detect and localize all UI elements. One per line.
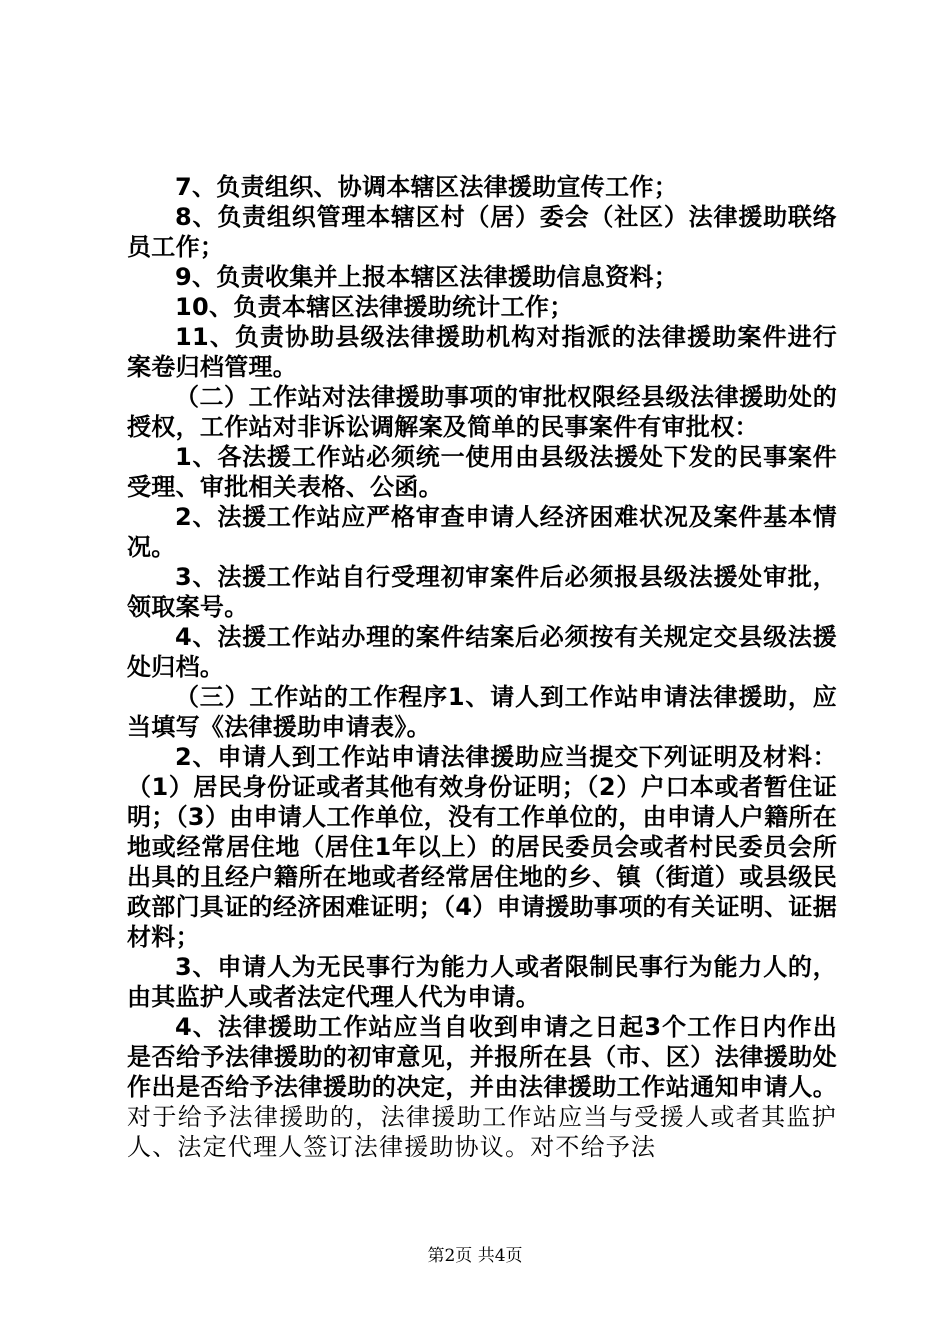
paragraph-approval-3: 3、法援工作站自行受理初审案件后必须报县级法援处审批，领取案号。 (127, 563, 837, 621)
document-body (127, 172, 837, 1162)
paragraph-procedure-3: 3、申请人为无民事行为能力人或者限制民事行为能力人的，由其监护人或者法定代理人代为申请。 (127, 953, 837, 1011)
page-number-footer: 第2页 共4页 (427, 1246, 523, 1266)
paragraph-item-11: 11、负责协助县级法律援助机构对指派的法律援助案件进行案卷归档管理。 (127, 323, 837, 381)
paragraph-procedure-4-bold: 4、法律援助工作站应当自收到申请之日起3个工作日内作出是否给予法律援助的初审意见，并报所在县（市、区）法律援助处作出是否给予法律援助的决定，并由法律援助工作站通知申请人。 (127, 1013, 837, 1101)
paragraph-item-9: 9、负责收集并上报本辖区法律援助信息资料； (175, 263, 678, 291)
paragraph-section-approval: （二）工作站对法律援助事项的审批权限经县级法律援助处的授权，工作站对非诉讼调解案及简单的民事案件有审批权： (127, 383, 837, 441)
paragraph-item-8: 8、负责组织管理本辖区村（居）委会（社区）法律援助联络员工作； (127, 203, 837, 261)
paragraph-procedure-2: 2、申请人到工作站申请法律援助应当提交下列证明及材料：（1）居民身份证或者其他有效身份证明；（2）户口本或者暂住证明；（3）由申请人工作单位，没有工作单位的，由申请人户籍所在地或经常居住地（居住1年以上）的居民委员会或者村民委员会所出具的且经户籍所在地或者经常居住地的乡、镇（街道）或县级民政部门具证的经济困难证明；（4）申请援助事项的有关证明、证据材料； (127, 743, 837, 951)
paragraph-approval-4: 4、法援工作站办理的案件结案后必须按有关规定交县级法援处归档。 (127, 623, 837, 681)
paragraph-item-10: 10、负责本辖区法律援助统计工作； (175, 293, 574, 321)
paragraph-approval-1: 1、各法援工作站必须统一使用由县级法援处下发的民事案件受理、审批相关表格、公函。 (127, 443, 837, 501)
paragraph-procedure-4-light: 对于给予法律援助的，法律援助工作站应当与受援人或者其监护人、法定代理人签订法律援助协议。对不给予法 (127, 1103, 837, 1161)
paragraph-procedure-4 (127, 1012, 837, 1162)
paragraph-section-procedure: （三）工作站的工作程序1、请人到工作站申请法律援助，应当填写《法律援助申请表》。 (127, 683, 837, 741)
paragraph-approval-2: 2、法援工作站应严格审查申请人经济困难状况及案件基本情况。 (127, 503, 837, 561)
paragraph-item-7: 7、负责组织、协调本辖区法律援助宣传工作； (175, 173, 678, 201)
